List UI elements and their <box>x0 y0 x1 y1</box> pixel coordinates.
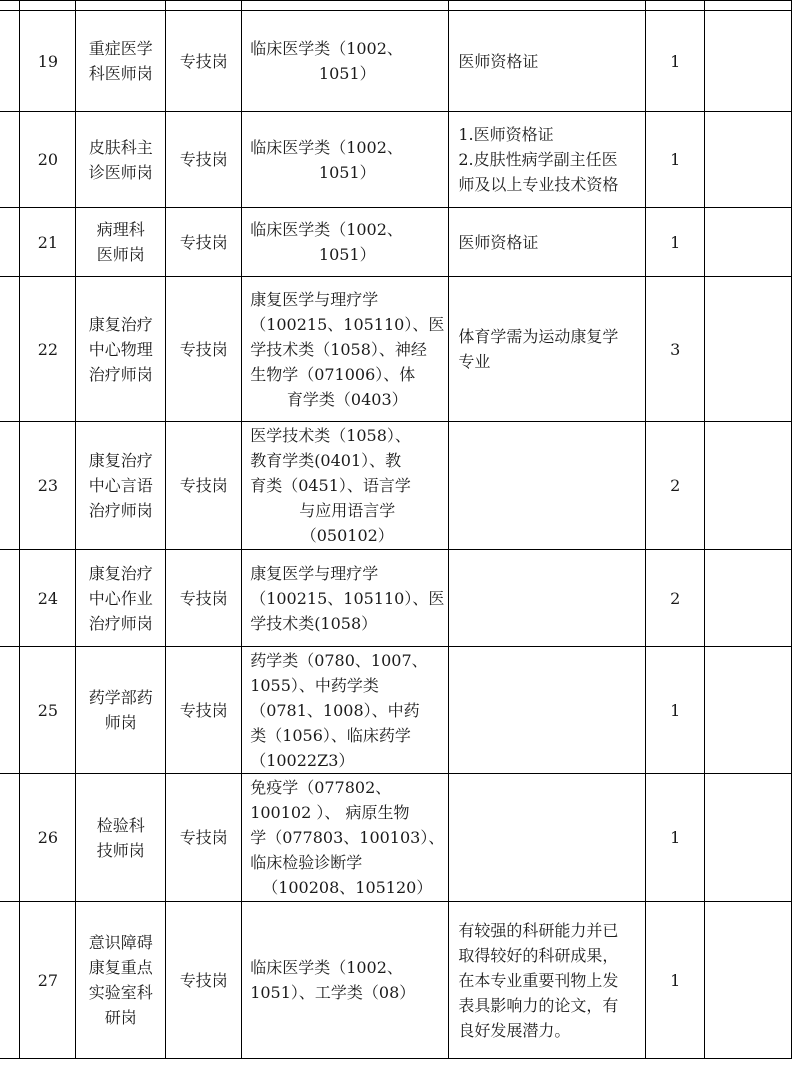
position-name <box>76 277 166 422</box>
cell-text-line: 意识障碍 <box>88 933 153 952</box>
cell-text-line: 康复治疗 <box>88 563 153 583</box>
cell-text-line: 临床检验诊断学 <box>250 853 363 872</box>
cell-text-line: 20 <box>37 150 59 169</box>
cell-text-line: 1 <box>670 232 681 252</box>
cell-text-line: 25 <box>37 700 59 720</box>
remark <box>705 11 792 112</box>
cell-text-line: 专技岗 <box>179 51 228 71</box>
cell-text-line: 药学类（0780、1007、 <box>250 650 428 670</box>
table-row <box>0 647 792 774</box>
cell-text-line: 科医师岗 <box>88 64 153 83</box>
major-requirement <box>242 277 449 422</box>
cell-text-line: 2 <box>670 588 681 608</box>
remark <box>705 647 792 774</box>
position-name <box>76 11 166 112</box>
cell-text-line: 23 <box>37 476 59 495</box>
remark <box>705 112 792 208</box>
cell-text-line: 临床医学类（1002、 <box>250 220 403 239</box>
major-requirement <box>242 550 449 647</box>
row-number <box>20 902 76 1059</box>
major-requirement <box>242 774 449 902</box>
other-requirement <box>449 422 646 550</box>
row-number <box>20 208 76 277</box>
cell-text-line: 临床医学类（1002、 <box>250 39 403 58</box>
position-type <box>166 422 242 550</box>
table-cell <box>242 1 449 11</box>
remark <box>705 902 792 1059</box>
position-type <box>166 208 242 277</box>
cell-text-line: 1 <box>670 828 681 847</box>
cell-text-line: 病理科 <box>96 220 145 239</box>
position-name <box>76 550 166 647</box>
position-type <box>166 11 242 112</box>
cell-text-line: 27 <box>37 970 59 990</box>
other-requirement <box>449 647 646 774</box>
row-left-stub <box>0 277 20 422</box>
table-cell <box>0 1 20 11</box>
row-left-stub <box>0 11 20 112</box>
table-row <box>0 277 792 422</box>
cell-text-line: 专技岗 <box>179 232 228 252</box>
headcount <box>646 277 705 422</box>
cell-text-line: 学技术类(1058） <box>250 613 378 633</box>
cell-text-line: 康复重点 <box>88 958 153 977</box>
cell-text-line: 药学部药 <box>88 688 153 707</box>
cell-text-line: 专技岗 <box>179 700 228 720</box>
table-row <box>0 112 792 208</box>
cell-text-line: 检验科 <box>96 815 145 835</box>
cell-text-line: 医师资格证 <box>458 232 539 252</box>
cell-text-line: 生物学（071006）、体 <box>250 364 416 384</box>
cell-text-line: 学（077803、100103）、 <box>250 828 445 847</box>
remark <box>705 277 792 422</box>
cell-text-line: 类（1056）、临床药学 <box>250 725 411 745</box>
cell-text-line: （10022Z3） <box>250 750 355 770</box>
cell-text-line: （050102） <box>300 526 394 545</box>
cell-text-line: 1051） <box>318 64 376 83</box>
cell-text-line: 育学类（0403） <box>286 389 408 409</box>
row-left-stub <box>0 902 20 1059</box>
table-row <box>0 208 792 277</box>
cell-text-line: 医学技术类（1058）、 <box>250 426 411 445</box>
cell-text-line: 26 <box>37 828 59 847</box>
position-type <box>166 647 242 774</box>
cell-text-line: 21 <box>37 232 59 252</box>
cell-text-line: 康复治疗 <box>88 314 153 334</box>
row-number <box>20 11 76 112</box>
cell-text-line: 专技岗 <box>179 150 228 169</box>
cell-text-line: 康复医学与理疗学 <box>250 563 379 583</box>
table-row <box>0 774 792 902</box>
cell-text-line: 专技岗 <box>179 339 228 359</box>
position-type <box>166 112 242 208</box>
other-requirement <box>449 11 646 112</box>
cell-text-line: 1051） <box>318 245 376 264</box>
cell-text-line: 康复医学与理疗学 <box>250 289 379 309</box>
remark <box>705 422 792 550</box>
cell-text-line: 与应用语言学 <box>299 501 396 520</box>
cell-text-line: 1 <box>670 150 681 169</box>
cell-text-line: 专技岗 <box>179 970 228 990</box>
cell-text-line: 3 <box>670 339 681 359</box>
cell-text-line: （0781、1008）、中药 <box>250 700 420 720</box>
other-requirement <box>449 208 646 277</box>
other-requirement <box>449 774 646 902</box>
cell-text-line: 皮肤科主 <box>88 137 153 157</box>
cell-text-line: （100215、105110）、医 <box>250 588 445 608</box>
other-requirement <box>449 902 646 1059</box>
cell-text-line: （100208、105120） <box>262 878 433 897</box>
cell-text-line: 1051） <box>318 162 376 182</box>
cell-text-line: 专技岗 <box>179 828 228 847</box>
cell-text-line: 100102 ）、 病原生物 <box>250 803 410 822</box>
cell-text-line: 1055）、中药学类 <box>250 675 379 695</box>
cell-text-line: 专技岗 <box>179 476 228 495</box>
cell-text-line: 师岗 <box>104 713 137 732</box>
cell-text-line: 医师资格证 <box>458 51 539 71</box>
cell-text-line: 中心言语 <box>88 476 153 495</box>
cell-text-line: 中心作业 <box>88 588 153 608</box>
table-cell <box>166 1 242 11</box>
cell-text-line: 在本专业重要刊物上发 <box>458 970 619 990</box>
cell-text-line: 24 <box>37 588 59 608</box>
cell-text-line: 专业 <box>458 352 491 371</box>
row-left-stub <box>0 550 20 647</box>
position-name <box>76 647 166 774</box>
other-requirement <box>449 277 646 422</box>
cell-text-line: 中心物理 <box>88 339 153 359</box>
table-row <box>0 902 792 1059</box>
headcount <box>646 208 705 277</box>
remark <box>705 208 792 277</box>
cell-text-line: 表具影响力的论文，有 <box>458 995 619 1015</box>
row-number <box>20 277 76 422</box>
row-number <box>20 550 76 647</box>
row-number <box>20 774 76 902</box>
headcount <box>646 422 705 550</box>
table-body <box>0 1 792 1059</box>
cell-text-line: 研岗 <box>104 1008 137 1027</box>
table-cell <box>646 1 705 11</box>
cell-text-line: 1 <box>670 700 681 720</box>
cell-text-line: 1 <box>670 51 681 71</box>
major-requirement <box>242 11 449 112</box>
major-requirement <box>242 208 449 277</box>
major-requirement <box>242 902 449 1059</box>
row-number <box>20 647 76 774</box>
cell-text-line: 1051）、工学类（08） <box>250 983 416 1002</box>
table-row <box>0 550 792 647</box>
cell-text-line: 教育学类(0401）、教 <box>250 451 402 470</box>
position-name <box>76 208 166 277</box>
headcount <box>646 902 705 1059</box>
table-row <box>0 422 792 550</box>
cell-text-line: 治疗师岗 <box>88 613 153 633</box>
cell-text-line: 专技岗 <box>179 588 228 608</box>
headcount <box>646 647 705 774</box>
table-cell <box>76 1 166 11</box>
other-requirement <box>449 112 646 208</box>
cell-text-line: 康复治疗 <box>88 451 153 470</box>
row-left-stub <box>0 774 20 902</box>
cell-text-line: 育类（0451）、语言学 <box>250 476 411 495</box>
cell-text-line: 临床医学类（1002、 <box>250 958 403 977</box>
cell-text-line: 2.皮肤性病学副主任医 <box>458 150 618 169</box>
position-name <box>76 422 166 550</box>
cell-text-line: 2 <box>670 476 681 495</box>
position-name <box>76 112 166 208</box>
cell-text-line: 免疫学（077802、 <box>250 778 392 797</box>
table-cell <box>705 1 792 11</box>
table-top-stub-row <box>0 1 792 11</box>
table-cell <box>20 1 76 11</box>
cell-text-line: 实验室科 <box>88 983 153 1002</box>
cell-text-line: 临床医学类（1002、 <box>250 137 403 157</box>
row-left-stub <box>0 647 20 774</box>
headcount <box>646 550 705 647</box>
headcount <box>646 774 705 902</box>
position-type <box>166 277 242 422</box>
cell-text-line: （100215、105110）、医 <box>250 314 445 334</box>
headcount <box>646 112 705 208</box>
cell-text-line: 体育学需为运动康复学 <box>458 327 619 346</box>
cell-text-line: 师及以上专业技术资格 <box>458 175 619 194</box>
cell-text-line: 22 <box>37 339 59 359</box>
remark <box>705 550 792 647</box>
position-name <box>76 774 166 902</box>
cell-text-line: 诊医师岗 <box>88 162 153 182</box>
row-left-stub <box>0 208 20 277</box>
remark <box>705 774 792 902</box>
cell-text-line: 治疗师岗 <box>88 364 153 384</box>
cell-text-line: 1 <box>670 970 681 990</box>
cell-text-line: 取得较好的科研成果， <box>458 945 619 965</box>
cell-text-line: 有较强的科研能力并已 <box>458 920 619 940</box>
cell-text-line: 重症医学 <box>88 39 153 58</box>
cell-text-line: 良好发展潜力。 <box>458 1020 571 1040</box>
position-type <box>166 774 242 902</box>
major-requirement <box>242 112 449 208</box>
cell-text-line: 19 <box>37 51 59 71</box>
table-row <box>0 11 792 112</box>
cell-text-line: 技师岗 <box>96 840 145 860</box>
cell-text-line: 学技术类（1058）、神经 <box>250 339 427 359</box>
cell-text-line: 治疗师岗 <box>88 501 153 520</box>
row-left-stub <box>0 112 20 208</box>
row-left-stub <box>0 422 20 550</box>
other-requirement <box>449 550 646 647</box>
position-type <box>166 550 242 647</box>
position-type <box>166 902 242 1059</box>
major-requirement <box>242 647 449 774</box>
table-cell <box>449 1 646 11</box>
cell-text-line: 1.医师资格证 <box>458 125 554 144</box>
row-number <box>20 422 76 550</box>
row-number <box>20 112 76 208</box>
headcount <box>646 11 705 112</box>
cell-text-line: 医师岗 <box>96 245 145 264</box>
position-name <box>76 902 166 1059</box>
major-requirement <box>242 422 449 550</box>
